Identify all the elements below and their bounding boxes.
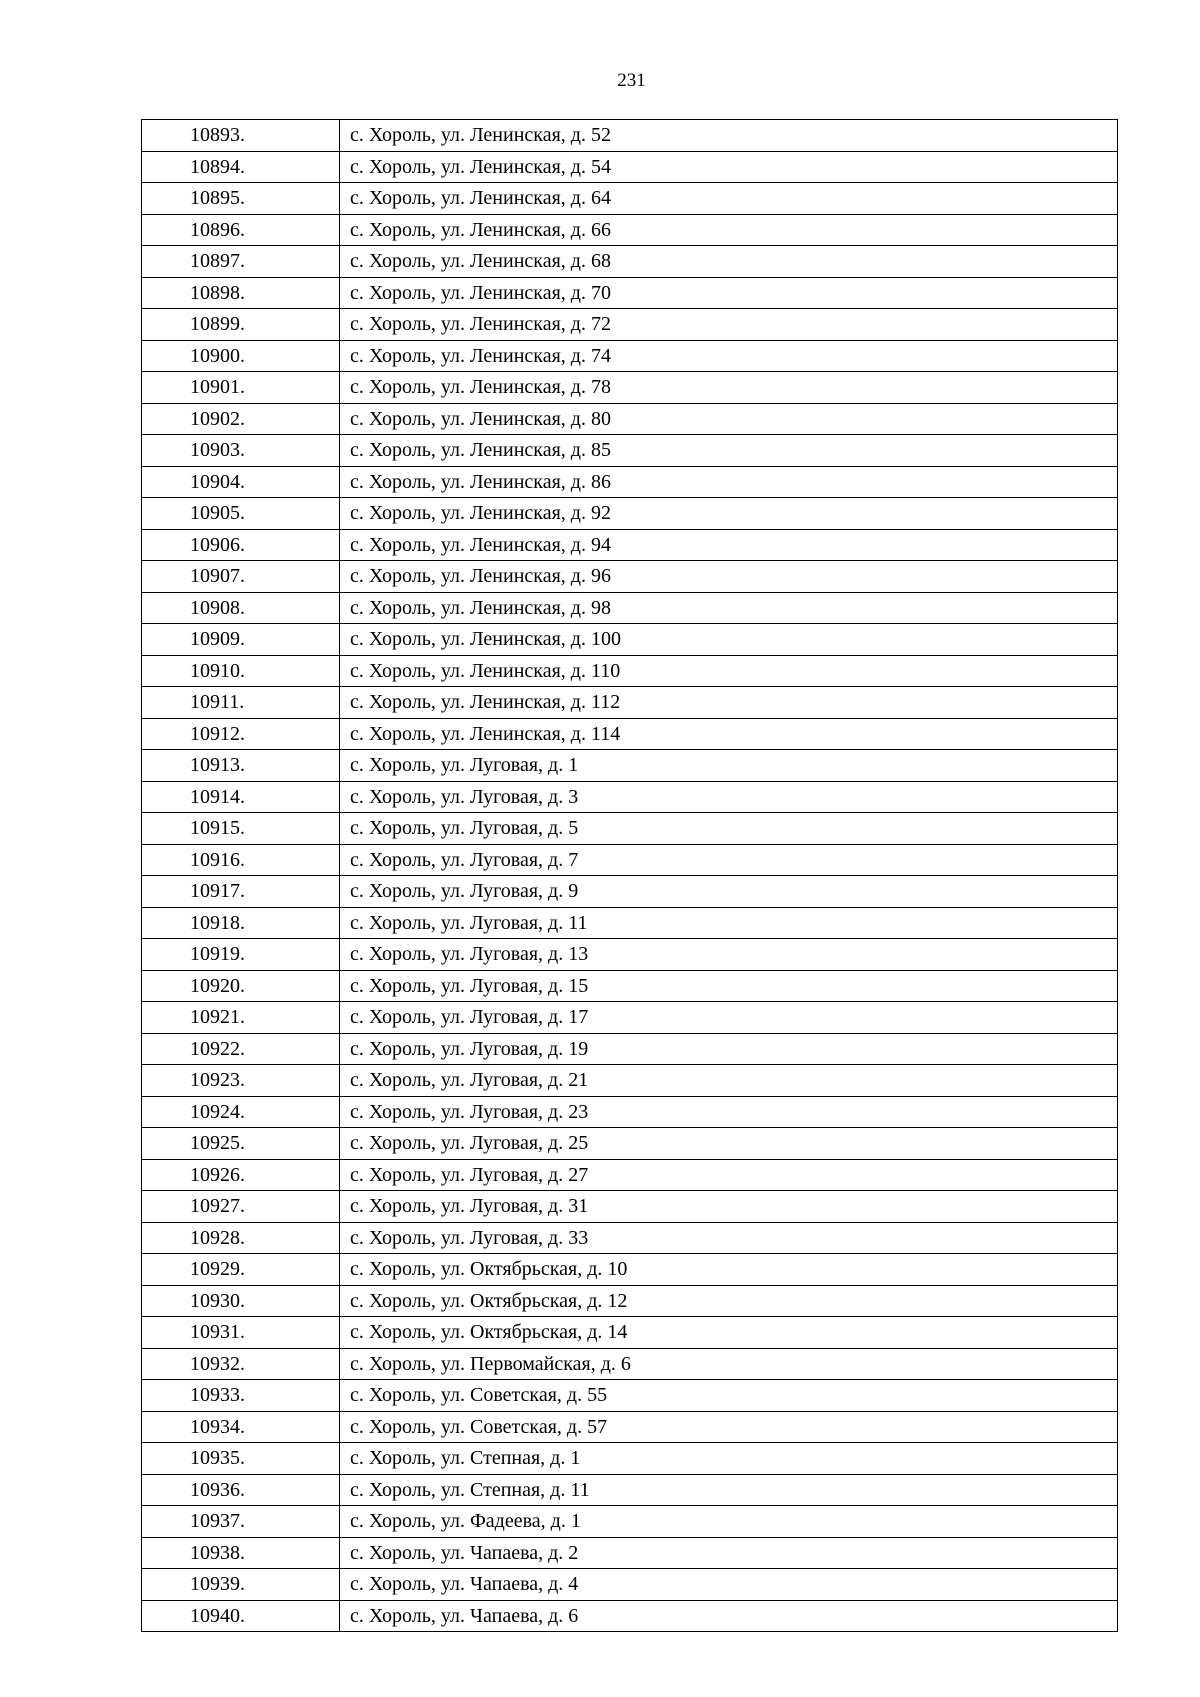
row-number-cell: 10903. — [142, 435, 340, 467]
address-cell: с. Хороль, ул. Луговая, д. 5 — [340, 813, 1118, 845]
row-number-cell: 10905. — [142, 498, 340, 530]
table-row — [142, 939, 1118, 971]
table-row — [142, 214, 1118, 246]
row-number-cell: 10904. — [142, 466, 340, 498]
row-number-cell: 10901. — [142, 372, 340, 404]
address-cell: с. Хороль, ул. Ленинская, д. 112 — [340, 687, 1118, 719]
address-cell: с. Хороль, ул. Ленинская, д. 78 — [340, 372, 1118, 404]
address-cell: с. Хороль, ул. Ленинская, д. 114 — [340, 718, 1118, 750]
row-number-cell: 10930. — [142, 1285, 340, 1317]
address-cell: с. Хороль, ул. Луговая, д. 21 — [340, 1065, 1118, 1097]
address-cell: с. Хороль, ул. Ленинская, д. 100 — [340, 624, 1118, 656]
row-number-cell: 10894. — [142, 151, 340, 183]
table-row — [142, 970, 1118, 1002]
address-cell: с. Хороль, ул. Ленинская, д. 54 — [340, 151, 1118, 183]
row-number-cell: 10924. — [142, 1096, 340, 1128]
row-number-cell: 10931. — [142, 1317, 340, 1349]
table-row — [142, 151, 1118, 183]
address-cell: с. Хороль, ул. Степная, д. 1 — [340, 1443, 1118, 1475]
row-number-cell: 10920. — [142, 970, 340, 1002]
row-number-cell: 10919. — [142, 939, 340, 971]
table-row — [142, 1191, 1118, 1223]
table-row — [142, 1600, 1118, 1632]
table-row — [142, 844, 1118, 876]
address-cell: с. Хороль, ул. Луговая, д. 23 — [340, 1096, 1118, 1128]
table-row — [142, 309, 1118, 341]
page-number: 231 — [617, 70, 646, 91]
table-row — [142, 813, 1118, 845]
address-cell: с. Хороль, ул. Фадеева, д. 1 — [340, 1506, 1118, 1538]
address-cell: с. Хороль, ул. Ленинская, д. 70 — [340, 277, 1118, 309]
row-number-cell: 10907. — [142, 561, 340, 593]
row-number-cell: 10938. — [142, 1537, 340, 1569]
address-cell: с. Хороль, ул. Октябрьская, д. 12 — [340, 1285, 1118, 1317]
row-number-cell: 10939. — [142, 1569, 340, 1601]
address-cell: с. Хороль, ул. Ленинская, д. 68 — [340, 246, 1118, 278]
row-number-cell: 10917. — [142, 876, 340, 908]
row-number-cell: 10911. — [142, 687, 340, 719]
table-row — [142, 529, 1118, 561]
address-cell: с. Хороль, ул. Луговая, д. 15 — [340, 970, 1118, 1002]
row-number-cell: 10898. — [142, 277, 340, 309]
row-number-cell: 10933. — [142, 1380, 340, 1412]
table-row — [142, 1222, 1118, 1254]
address-cell: с. Хороль, ул. Степная, д. 11 — [340, 1474, 1118, 1506]
address-cell: с. Хороль, ул. Ленинская, д. 92 — [340, 498, 1118, 530]
address-cell: с. Хороль, ул. Ленинская, д. 110 — [340, 655, 1118, 687]
table-row — [142, 561, 1118, 593]
table-row — [142, 1002, 1118, 1034]
address-cell: с. Хороль, ул. Ленинская, д. 85 — [340, 435, 1118, 467]
address-cell: с. Хороль, ул. Луговая, д. 27 — [340, 1159, 1118, 1191]
address-cell: с. Хороль, ул. Луговая, д. 13 — [340, 939, 1118, 971]
table-row — [142, 372, 1118, 404]
row-number-cell: 10927. — [142, 1191, 340, 1223]
row-number-cell: 10928. — [142, 1222, 340, 1254]
row-number-cell: 10929. — [142, 1254, 340, 1286]
address-cell: с. Хороль, ул. Ленинская, д. 74 — [340, 340, 1118, 372]
address-cell: с. Хороль, ул. Советская, д. 55 — [340, 1380, 1118, 1412]
row-number-cell: 10915. — [142, 813, 340, 845]
row-number-cell: 10921. — [142, 1002, 340, 1034]
table-row — [142, 1096, 1118, 1128]
address-cell: с. Хороль, ул. Луговая, д. 17 — [340, 1002, 1118, 1034]
table-row — [142, 655, 1118, 687]
address-cell: с. Хороль, ул. Чапаева, д. 2 — [340, 1537, 1118, 1569]
row-number-cell: 10914. — [142, 781, 340, 813]
table-row — [142, 687, 1118, 719]
address-cell: с. Хороль, ул. Луговая, д. 19 — [340, 1033, 1118, 1065]
row-number-cell: 10906. — [142, 529, 340, 561]
table-row — [142, 466, 1118, 498]
row-number-cell: 10926. — [142, 1159, 340, 1191]
address-cell: с. Хороль, ул. Луговая, д. 11 — [340, 907, 1118, 939]
table-row — [142, 592, 1118, 624]
row-number-cell: 10925. — [142, 1128, 340, 1160]
table-row — [142, 1128, 1118, 1160]
address-cell: с. Хороль, ул. Советская, д. 57 — [340, 1411, 1118, 1443]
row-number-cell: 10899. — [142, 309, 340, 341]
table-row — [142, 1317, 1118, 1349]
address-cell: с. Хороль, ул. Ленинская, д. 80 — [340, 403, 1118, 435]
table-row — [142, 277, 1118, 309]
address-cell: с. Хороль, ул. Октябрьская, д. 14 — [340, 1317, 1118, 1349]
address-cell: с. Хороль, ул. Ленинская, д. 64 — [340, 183, 1118, 215]
row-number-cell: 10900. — [142, 340, 340, 372]
row-number-cell: 10896. — [142, 214, 340, 246]
table-row — [142, 750, 1118, 782]
address-cell: с. Хороль, ул. Ленинская, д. 72 — [340, 309, 1118, 341]
address-table — [141, 119, 1118, 1632]
address-cell: с. Хороль, ул. Луговая, д. 33 — [340, 1222, 1118, 1254]
table-row — [142, 498, 1118, 530]
table-row — [142, 1380, 1118, 1412]
address-cell: с. Хороль, ул. Первомайская, д. 6 — [340, 1348, 1118, 1380]
table-row — [142, 718, 1118, 750]
table-row — [142, 1285, 1118, 1317]
address-cell: с. Хороль, ул. Луговая, д. 7 — [340, 844, 1118, 876]
table-row — [142, 907, 1118, 939]
table-row — [142, 246, 1118, 278]
address-cell: с. Хороль, ул. Луговая, д. 3 — [340, 781, 1118, 813]
table-row — [142, 1065, 1118, 1097]
table-row — [142, 1506, 1118, 1538]
address-cell: с. Хороль, ул. Луговая, д. 9 — [340, 876, 1118, 908]
row-number-cell: 10893. — [142, 120, 340, 152]
address-cell: с. Хороль, ул. Чапаева, д. 6 — [340, 1600, 1118, 1632]
table-row — [142, 781, 1118, 813]
row-number-cell: 10936. — [142, 1474, 340, 1506]
address-cell: с. Хороль, ул. Чапаева, д. 4 — [340, 1569, 1118, 1601]
address-cell: с. Хороль, ул. Ленинская, д. 52 — [340, 120, 1118, 152]
address-table-body — [142, 120, 1118, 1632]
table-row — [142, 1159, 1118, 1191]
table-row — [142, 1254, 1118, 1286]
row-number-cell: 10934. — [142, 1411, 340, 1443]
address-cell: с. Хороль, ул. Ленинская, д. 98 — [340, 592, 1118, 624]
address-cell: с. Хороль, ул. Ленинская, д. 94 — [340, 529, 1118, 561]
address-cell: с. Хороль, ул. Луговая, д. 25 — [340, 1128, 1118, 1160]
address-cell: с. Хороль, ул. Октябрьская, д. 10 — [340, 1254, 1118, 1286]
address-cell: с. Хороль, ул. Ленинская, д. 66 — [340, 214, 1118, 246]
table-row — [142, 1474, 1118, 1506]
table-row — [142, 1569, 1118, 1601]
table-row — [142, 1033, 1118, 1065]
row-number-cell: 10913. — [142, 750, 340, 782]
address-cell: с. Хороль, ул. Ленинская, д. 86 — [340, 466, 1118, 498]
row-number-cell: 10897. — [142, 246, 340, 278]
row-number-cell: 10937. — [142, 1506, 340, 1538]
table-row — [142, 183, 1118, 215]
table-row — [142, 120, 1118, 152]
address-cell: с. Хороль, ул. Ленинская, д. 96 — [340, 561, 1118, 593]
row-number-cell: 10916. — [142, 844, 340, 876]
row-number-cell: 10902. — [142, 403, 340, 435]
table-row — [142, 403, 1118, 435]
table-row — [142, 435, 1118, 467]
row-number-cell: 10910. — [142, 655, 340, 687]
row-number-cell: 10909. — [142, 624, 340, 656]
table-row — [142, 624, 1118, 656]
table-row — [142, 1443, 1118, 1475]
table-row — [142, 1537, 1118, 1569]
table-row — [142, 876, 1118, 908]
row-number-cell: 10908. — [142, 592, 340, 624]
row-number-cell: 10922. — [142, 1033, 340, 1065]
row-number-cell: 10895. — [142, 183, 340, 215]
row-number-cell: 10940. — [142, 1600, 340, 1632]
address-cell: с. Хороль, ул. Луговая, д. 31 — [340, 1191, 1118, 1223]
table-row — [142, 1411, 1118, 1443]
address-cell: с. Хороль, ул. Луговая, д. 1 — [340, 750, 1118, 782]
row-number-cell: 10912. — [142, 718, 340, 750]
row-number-cell: 10932. — [142, 1348, 340, 1380]
table-row — [142, 1348, 1118, 1380]
row-number-cell: 10918. — [142, 907, 340, 939]
row-number-cell: 10923. — [142, 1065, 340, 1097]
row-number-cell: 10935. — [142, 1443, 340, 1475]
table-row — [142, 340, 1118, 372]
